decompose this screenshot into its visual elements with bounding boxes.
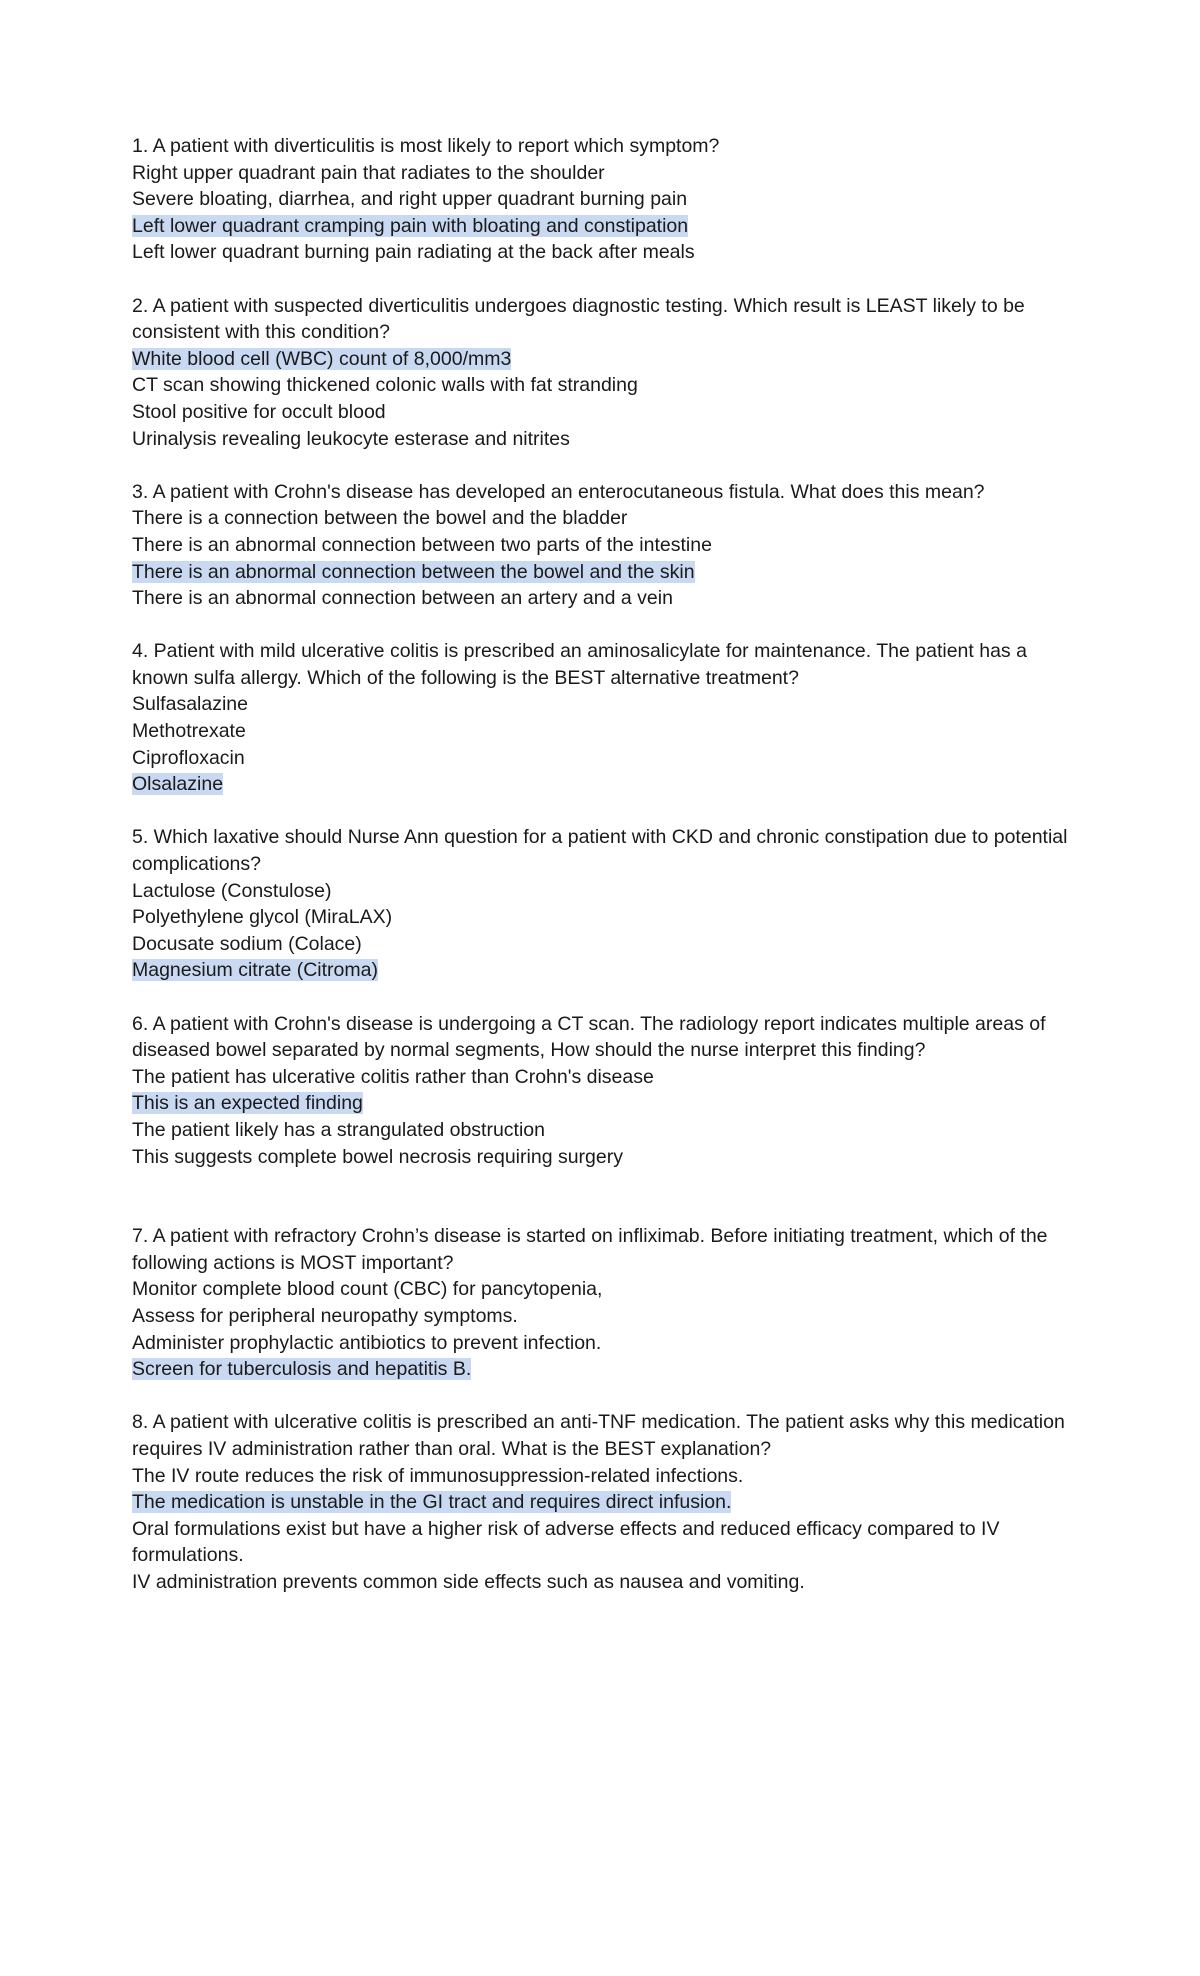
answer-option: Stool positive for occult blood (132, 400, 386, 423)
question-4 (132, 638, 1072, 798)
answer-option: Assess for peripheral neuropathy symptoms. (132, 1304, 518, 1327)
answer-option: The patient likely has a strangulated obstruction (132, 1118, 545, 1141)
answer-option: The patient has ulcerative colitis rather than Crohn's disease (132, 1065, 654, 1088)
question-5 (132, 824, 1072, 984)
answer-option: Polyethylene glycol (MiraLAX) (132, 906, 393, 929)
answer-option: Monitor complete blood count (CBC) for pancytopenia, (132, 1278, 603, 1301)
answer-option-highlighted: There is an abnormal connection between the bowel and the skin (132, 560, 695, 583)
question-7 (132, 1223, 1072, 1383)
answer-option: Left lower quadrant burning pain radiating at the back after meals (132, 241, 695, 264)
question-stem: 8. A patient with ulcerative colitis is prescribed an anti-TNF medication. The patient asks why this medication requires IV administration rather than oral. What is the BEST explanation? (132, 1411, 1065, 1460)
answer-option: The IV route reduces the risk of immunosuppression-related infections. (132, 1464, 744, 1487)
question-2 (132, 293, 1072, 453)
answer-option: Lactulose (Constulose) (132, 879, 332, 902)
answer-option: IV administration prevents common side effects such as nausea and vomiting. (132, 1570, 805, 1593)
answer-option-highlighted: This is an expected finding (132, 1092, 363, 1115)
answer-option: Docusate sodium (Colace) (132, 932, 362, 955)
question-stem: 3. A patient with Crohn's disease has developed an enterocutaneous fistula. What does this mean? (132, 480, 985, 503)
answer-option: There is an abnormal connection between an artery and a vein (132, 587, 673, 610)
answer-option: This suggests complete bowel necrosis requiring surgery (132, 1145, 623, 1168)
question-stem: 2. A patient with suspected diverticulitis undergoes diagnostic testing. Which result is LEAST likely to be consistent with this condition? (132, 294, 1025, 344)
question-1 (132, 133, 1072, 266)
answer-option: Administer prophylactic antibiotics to prevent infection. (132, 1331, 602, 1354)
answer-option-highlighted: White blood cell (WBC) count of 8,000/mm3 (132, 347, 512, 370)
answer-option: Right upper quadrant pain that radiates to the shoulder (132, 161, 605, 184)
answer-option-highlighted: Left lower quadrant cramping pain with bloating and constipation (132, 214, 689, 237)
quiz-content (132, 133, 1072, 1622)
question-8 (132, 1409, 1072, 1595)
question-stem: 4. Patient with mild ulcerative colitis is prescribed an aminosalicylate for maintenance. The patient has a known sulfa allergy. Which of the following is the BEST alternative treatment? (132, 640, 1027, 689)
answer-option: Severe bloating, diarrhea, and right upper quadrant burning pain (132, 188, 688, 211)
answer-option-highlighted: The medication is unstable in the GI tract and requires direct infusion. (132, 1491, 732, 1514)
question-stem: 7. A patient with refractory Crohn’s disease is started on infliximab. Before initiating treatment, which of the following actions is MOST important? (132, 1225, 1048, 1274)
question-6 (132, 1011, 1072, 1171)
answer-option-highlighted: Screen for tuberculosis and hepatitis B. (132, 1358, 472, 1381)
answer-option-highlighted: Olsalazine (132, 773, 224, 796)
question-stem: 5. Which laxative should Nurse Ann question for a patient with CKD and chronic constipation due to potential complications? (132, 826, 1068, 876)
question-stem: 6. A patient with Crohn's disease is undergoing a CT scan. The radiology report indicates multiple areas of diseased bowel separated by normal segments, How should the nurse interpret this finding? (132, 1012, 1046, 1062)
answer-option-highlighted: Magnesium citrate (Citroma) (132, 959, 378, 982)
answer-option: There is a connection between the bowel and the bladder (132, 507, 628, 530)
answer-option: Methotrexate (132, 720, 246, 743)
answer-option: Sulfasalazine (132, 693, 248, 716)
question-stem: 1. A patient with diverticulitis is most likely to report which symptom? (132, 135, 720, 157)
answer-option: Oral formulations exist but have a higher risk of adverse effects and reduced efficacy compared to IV formulations. (132, 1517, 1000, 1567)
answer-option: CT scan showing thickened colonic walls with fat stranding (132, 374, 638, 397)
question-3 (132, 479, 1072, 612)
answer-option: There is an abnormal connection between two parts of the intestine (132, 533, 712, 556)
answer-option: Urinalysis revealing leukocyte esterase and nitrites (132, 427, 570, 450)
answer-option: Ciprofloxacin (132, 746, 245, 769)
